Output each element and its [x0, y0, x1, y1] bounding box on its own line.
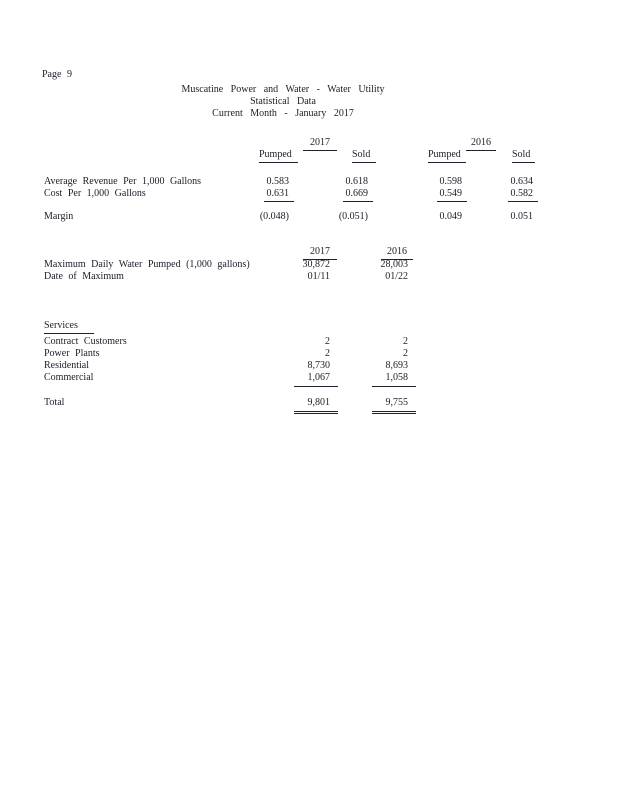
max-pumped-2017: 30,872 [302, 259, 330, 270]
services-total-2017 [280, 397, 330, 414]
report-title-line1: Muscatine Power and Water - Water Utility [181, 84, 385, 95]
commercial-2016 [358, 372, 408, 387]
cost-sold-2017-value: 0.669 [343, 188, 374, 202]
services-total-2017-value: 9,801 [294, 397, 338, 414]
rate-col-header-sold-2016: Sold [512, 149, 535, 163]
margin-pumped-2017: (0.048) [259, 211, 289, 222]
avg-revenue-sold-2016: 0.634 [510, 176, 533, 187]
date-of-maximum-2016: 01/22 [385, 271, 408, 282]
services-total-2016 [358, 397, 408, 414]
cost-pumped-2016-value: 0.549 [437, 188, 468, 202]
cost-sold-2017 [318, 188, 368, 202]
max-table-year-2017: 2017 [303, 246, 337, 260]
margin-pumped-2016: 0.049 [439, 211, 462, 222]
row-label-residential: Residential [44, 360, 89, 371]
max-pumped-2016: 28,003 [380, 259, 408, 270]
power-plants-2016: 2 [403, 348, 408, 359]
row-label-margin: Margin [44, 211, 74, 222]
commercial-2017-value: 1,067 [294, 372, 338, 387]
contract-customers-2017: 2 [325, 336, 330, 347]
contract-customers-2016: 2 [403, 336, 408, 347]
avg-revenue-pumped-2017: 0.583 [266, 176, 289, 187]
cost-pumped-2017 [239, 188, 289, 202]
cost-pumped-2016 [412, 188, 462, 202]
avg-revenue-pumped-2016: 0.598 [439, 176, 462, 187]
row-label-contract-customers: Contract Customers [44, 336, 127, 347]
row-label-date-of-maximum: Date of Maximum [44, 271, 124, 282]
rate-col-header-sold-2017: Sold [352, 149, 376, 163]
rate-col-header-pumped-2016: Pumped [428, 149, 466, 163]
page-number: Page 9 [42, 69, 72, 80]
cost-pumped-2017-value: 0.631 [264, 188, 295, 202]
row-label-commercial: Commercial [44, 372, 94, 383]
row-label-cost: Cost Per 1,000 Gallons [44, 188, 146, 199]
row-label-total: Total [44, 397, 65, 408]
commercial-2016-value: 1,058 [372, 372, 416, 387]
residential-2016: 8,693 [385, 360, 408, 371]
rate-table-year-2017: 2017 [303, 137, 337, 151]
max-table-year-2016: 2016 [381, 246, 413, 260]
residential-2017: 8,730 [307, 360, 330, 371]
report-title-line2: Statistical Data [250, 96, 316, 107]
commercial-2017 [280, 372, 330, 387]
margin-sold-2016: 0.051 [510, 211, 533, 222]
services-heading-wrap [44, 320, 94, 334]
services-total-2016-value: 9,755 [372, 397, 416, 414]
services-heading: Services [44, 320, 94, 334]
cost-sold-2016-value: 0.582 [508, 188, 539, 202]
avg-revenue-sold-2017: 0.618 [345, 176, 368, 187]
row-label-max-pumped: Maximum Daily Water Pumped (1,000 gallons) [44, 259, 250, 270]
row-label-power-plants: Power Plants [44, 348, 100, 359]
date-of-maximum-2017: 01/11 [307, 271, 330, 282]
margin-sold-2017: (0.051) [338, 211, 368, 222]
report-title-line3: Current Month - January 2017 [212, 108, 354, 119]
power-plants-2017: 2 [325, 348, 330, 359]
row-label-average-revenue: Average Revenue Per 1,000 Gallons [44, 176, 202, 187]
rate-table-year-2016: 2016 [466, 137, 496, 151]
rate-col-header-pumped-2017: Pumped [259, 149, 298, 163]
cost-sold-2016 [483, 188, 533, 202]
